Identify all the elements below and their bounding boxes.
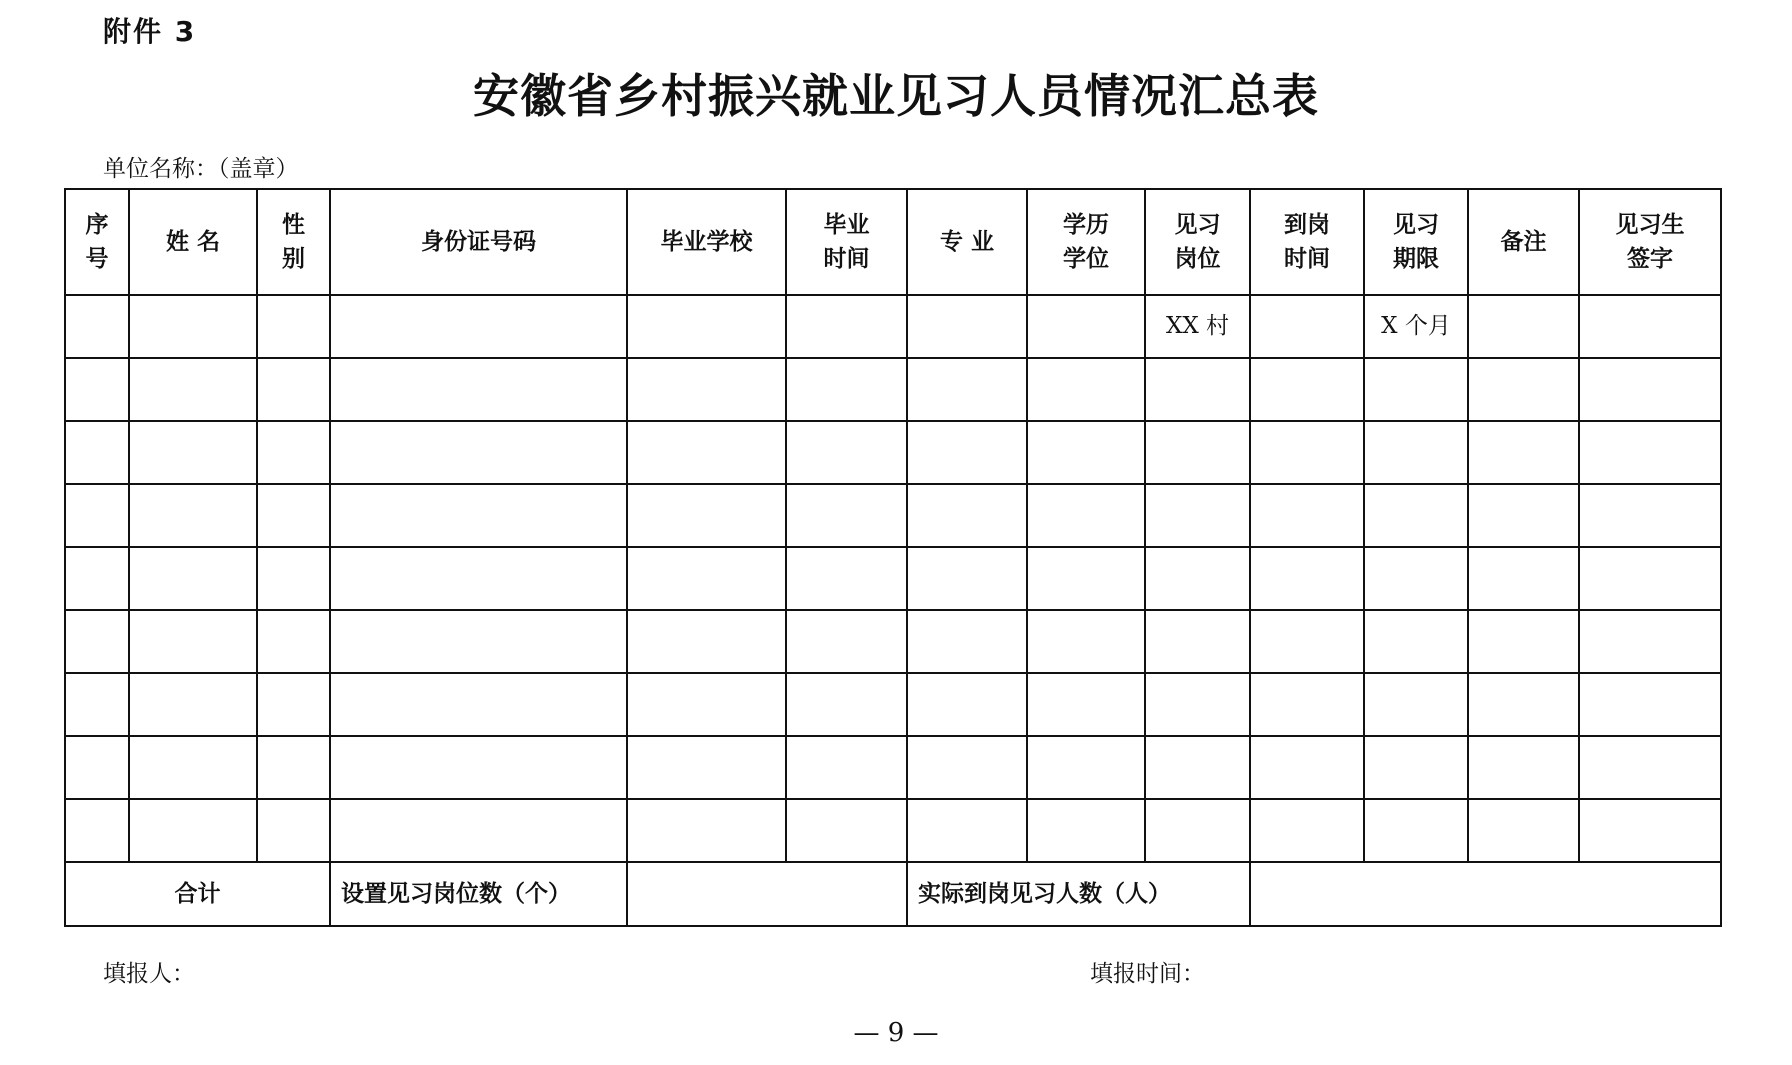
page-title: 安徽省乡村振兴就业见习人员情况汇总表 (473, 69, 1319, 123)
table-cell[interactable] (907, 421, 1027, 484)
table-cell[interactable] (786, 673, 907, 736)
table-cell[interactable] (1364, 673, 1468, 736)
summary-table (64, 188, 1722, 927)
table-cell[interactable] (1027, 421, 1145, 484)
column-header (129, 189, 257, 295)
column-header (330, 189, 627, 295)
column-header-line: 到岗 (1284, 211, 1330, 238)
table-cell[interactable] (1579, 736, 1721, 799)
column-header-line: 签字 (1627, 246, 1673, 272)
table-cell[interactable] (1145, 736, 1250, 799)
column-header-line: 专 业 (939, 228, 994, 255)
column-header-line: 别 (282, 246, 305, 272)
page-number: — 9 — (853, 1018, 939, 1048)
table-cell[interactable] (129, 673, 257, 736)
total-row (65, 862, 1721, 926)
column-header-line: 时间 (1284, 246, 1330, 272)
arrived-count-value[interactable] (1250, 862, 1721, 926)
column-header (65, 189, 129, 295)
table-cell[interactable] (1250, 610, 1364, 673)
table-cell[interactable] (1145, 358, 1250, 421)
table-cell[interactable] (1468, 736, 1579, 799)
table-cell[interactable] (65, 358, 129, 421)
column-header-line: 时间 (823, 246, 870, 272)
column-header (786, 189, 907, 295)
table-cell[interactable] (129, 736, 257, 799)
table-cell[interactable] (1468, 547, 1579, 610)
table-cell[interactable] (786, 295, 907, 358)
table-cell[interactable] (1027, 610, 1145, 673)
table-cell[interactable] (1579, 421, 1721, 484)
table-cell[interactable] (257, 673, 330, 736)
table-cell[interactable] (1579, 295, 1721, 358)
table-cell[interactable] (627, 799, 786, 862)
table-cell[interactable] (257, 358, 330, 421)
table-cell[interactable] (1468, 358, 1579, 421)
table-cell[interactable] (786, 421, 907, 484)
table-cell[interactable]: X 个月 (1364, 295, 1468, 358)
table-cell[interactable] (330, 358, 627, 421)
table-row (65, 547, 1721, 610)
table-cell[interactable] (1250, 295, 1364, 358)
table-cell[interactable] (129, 358, 257, 421)
total-label: 合计 (65, 862, 330, 926)
table-cell[interactable] (1468, 421, 1579, 484)
column-header (1145, 189, 1250, 295)
table-cell[interactable] (1579, 610, 1721, 673)
table-cell[interactable] (65, 673, 129, 736)
table-cell[interactable] (257, 736, 330, 799)
table-row (65, 421, 1721, 484)
table-cell[interactable] (1364, 799, 1468, 862)
table-cell[interactable] (907, 673, 1027, 736)
header-row (65, 189, 1721, 295)
table-cell[interactable] (330, 295, 627, 358)
unit-name-label: 单位名称：（盖章） (103, 156, 299, 182)
column-header-line: 号 (85, 246, 109, 272)
fill-time-label: 填报时间： (1090, 961, 1205, 987)
table-row (65, 673, 1721, 736)
table-cell[interactable] (1145, 421, 1250, 484)
table-cell[interactable] (786, 547, 907, 610)
table-cell[interactable] (1250, 358, 1364, 421)
column-header (1027, 189, 1145, 295)
column-header-line: 毕业 (823, 211, 870, 238)
table-row (65, 610, 1721, 673)
table-cell[interactable] (129, 295, 257, 358)
table-cell[interactable] (907, 610, 1027, 673)
table-cell[interactable] (129, 799, 257, 862)
table-cell[interactable] (786, 358, 907, 421)
table-cell[interactable] (627, 484, 786, 547)
table-cell[interactable] (627, 358, 786, 421)
table-cell[interactable] (1468, 484, 1579, 547)
table-row (65, 484, 1721, 547)
table-cell[interactable] (330, 421, 627, 484)
table-cell[interactable] (786, 799, 907, 862)
table-cell[interactable] (129, 484, 257, 547)
table-cell[interactable] (1250, 673, 1364, 736)
table-body (65, 295, 1721, 926)
table-cell[interactable] (1364, 736, 1468, 799)
table-header (65, 189, 1721, 295)
table-cell[interactable] (257, 610, 330, 673)
table-cell[interactable] (907, 799, 1027, 862)
table-row (65, 358, 1721, 421)
table-cell[interactable] (1364, 484, 1468, 547)
table-cell[interactable] (1145, 799, 1250, 862)
table-cell[interactable] (786, 610, 907, 673)
table-cell[interactable] (129, 547, 257, 610)
table-cell[interactable] (627, 295, 786, 358)
table-cell[interactable] (907, 295, 1027, 358)
table-cell[interactable] (1364, 547, 1468, 610)
column-header-line: 身份证号码 (421, 228, 536, 255)
table-cell[interactable] (627, 547, 786, 610)
column-header-line: 见习 (1393, 211, 1439, 238)
table-cell[interactable] (330, 484, 627, 547)
table-cell[interactable] (330, 799, 627, 862)
table-cell[interactable] (65, 421, 129, 484)
table-cell[interactable] (1145, 484, 1250, 547)
table-cell[interactable] (1145, 547, 1250, 610)
table-cell[interactable]: XX 村 (1145, 295, 1250, 358)
table-cell[interactable] (627, 421, 786, 484)
table-cell[interactable] (65, 547, 129, 610)
column-header-line: 备注 (1500, 228, 1547, 255)
table-cell[interactable] (1364, 358, 1468, 421)
filler-label: 填报人： (103, 961, 195, 987)
table-cell[interactable] (1027, 799, 1145, 862)
table-row (65, 799, 1721, 862)
table-cell[interactable] (1579, 484, 1721, 547)
column-header (1250, 189, 1364, 295)
table-cell[interactable] (1027, 673, 1145, 736)
table-cell[interactable] (65, 484, 129, 547)
table-cell[interactable] (330, 547, 627, 610)
table-cell[interactable] (65, 736, 129, 799)
table-cell[interactable] (257, 547, 330, 610)
table-cell[interactable] (1250, 799, 1364, 862)
table-cell[interactable] (257, 295, 330, 358)
table-cell[interactable] (786, 736, 907, 799)
table-cell[interactable] (65, 799, 129, 862)
table-cell[interactable] (129, 610, 257, 673)
column-header-line: 姓 名 (165, 228, 220, 255)
table-cell[interactable] (627, 610, 786, 673)
table-cell[interactable] (1468, 610, 1579, 673)
column-header (1468, 189, 1579, 295)
arrived-count-label: 实际到岗见习人数（人） (907, 862, 1250, 926)
table-cell[interactable] (907, 736, 1027, 799)
table-cell[interactable] (1027, 484, 1145, 547)
column-header-line: 期限 (1393, 246, 1439, 272)
positions-count-label: 设置见习岗位数（个） (330, 862, 627, 926)
table-cell[interactable] (257, 484, 330, 547)
table-cell[interactable] (1468, 799, 1579, 862)
column-header-line: 见习生 (1615, 211, 1685, 238)
table-cell[interactable] (1145, 610, 1250, 673)
table-cell[interactable] (1468, 295, 1579, 358)
table-cell[interactable] (1364, 421, 1468, 484)
table-cell[interactable] (627, 736, 786, 799)
table-cell[interactable] (1250, 484, 1364, 547)
column-header-line: 见习 (1174, 211, 1221, 238)
table-cell[interactable] (1027, 295, 1145, 358)
table-cell[interactable] (1145, 673, 1250, 736)
table-cell[interactable] (129, 421, 257, 484)
table-cell[interactable] (1250, 421, 1364, 484)
table-cell[interactable] (1250, 547, 1364, 610)
table-cell[interactable] (257, 799, 330, 862)
column-header (907, 189, 1027, 295)
column-header-line: 学位 (1063, 246, 1109, 272)
table-cell[interactable] (1579, 358, 1721, 421)
table-cell[interactable] (1468, 673, 1579, 736)
table-cell[interactable] (1579, 547, 1721, 610)
column-header-line: 学历 (1063, 211, 1109, 238)
table-cell[interactable] (907, 358, 1027, 421)
table-cell[interactable] (627, 673, 786, 736)
table-cell[interactable] (65, 295, 129, 358)
table-cell[interactable] (907, 547, 1027, 610)
table-cell[interactable] (907, 484, 1027, 547)
column-header-line: 岗位 (1174, 246, 1221, 272)
column-header (627, 189, 786, 295)
table-cell[interactable] (257, 421, 330, 484)
table-cell[interactable] (1027, 736, 1145, 799)
table-cell[interactable] (1579, 673, 1721, 736)
column-header (1364, 189, 1468, 295)
table-cell[interactable] (1364, 610, 1468, 673)
table-cell[interactable] (330, 610, 627, 673)
table-cell[interactable] (1250, 736, 1364, 799)
attachment-label: 附件 3 (103, 15, 197, 48)
column-header-line: 序 (85, 211, 109, 238)
table-cell[interactable] (330, 673, 627, 736)
table-cell[interactable] (1027, 547, 1145, 610)
table-row (65, 295, 1721, 358)
table-cell[interactable] (1579, 799, 1721, 862)
positions-count-value[interactable] (627, 862, 907, 926)
column-header (257, 189, 330, 295)
table-cell[interactable] (65, 610, 129, 673)
table-cell[interactable] (786, 484, 907, 547)
table-cell[interactable] (1027, 358, 1145, 421)
table-cell[interactable] (330, 736, 627, 799)
table-row (65, 736, 1721, 799)
column-header-line: 毕业学校 (660, 228, 753, 255)
column-header (1579, 189, 1721, 295)
column-header-line: 性 (282, 211, 305, 238)
